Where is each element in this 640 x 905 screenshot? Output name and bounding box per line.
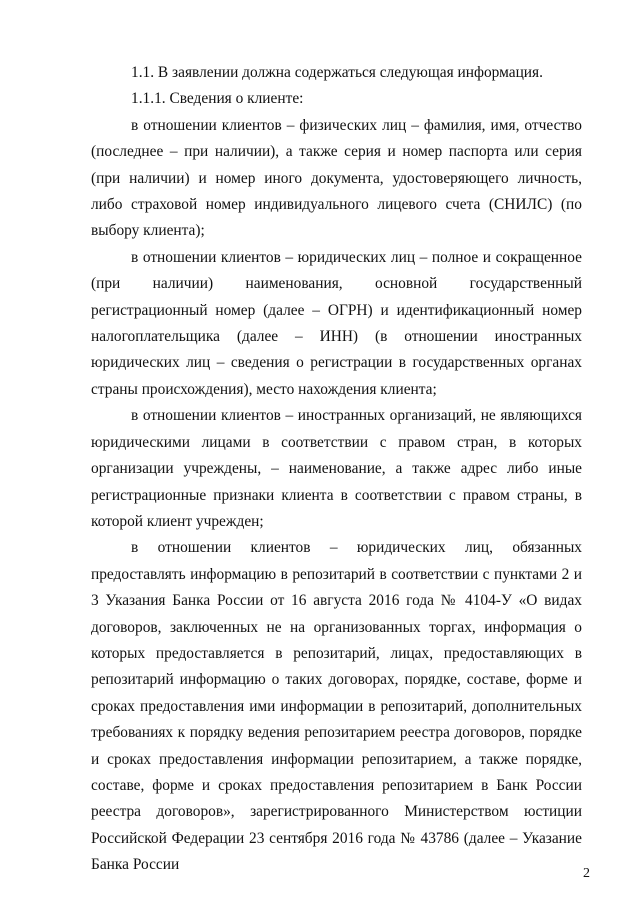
paragraph-foreign-organizations: в отношении клиентов – иностранных организаций, не являющихся юридическими лицами в соответствии с правом стран, в которых организации учреждены, – наименование, а также адрес либо иные регистрационные признаки клиента в соответствии с правом страны, в которой клиент учрежден;	[91, 407, 582, 530]
paragraph-legal-entities: в отношении клиентов – юридических лиц – полное и сокращенное (при наличии) наименования, основной государственный регистрационный номер (далее – ОГРН) и идентификационный номер налогоплательщика (далее – ИНН) (в отношении иностранных юридических лиц – сведения о регистрации в государственных органах страны происхождения), место нахождения клиента;	[91, 248, 582, 398]
paragraph-repository-entities: в отношении клиентов – юридических лиц, обязанных предоставлять информацию в репозитарий в соответствии с пунктами 2 и 3 Указания Банка России от 16 августа 2016 года № 4104-У «О видах договоров, заключенных не на организованных торгах, информация о которых предоставляется в репозитарий, лицах, предоставляющих в репозитарий информацию о таких договорах, порядке, составе, форме и сроках предоставления ими информации в репозитарий, дополнительных требованиях к порядку ведения репозитарием реестра договоров, порядке и сроках предоставления информации репозитарием, а также порядке, составе, форме и сроках предоставления репозитарием в Банк России реестра договоров», зарегистрированного Министерством юстиции Российской Федерации 23 сентября 2016 года № 43786 (далее – Указание Банка России	[91, 539, 582, 874]
paragraph-section-1-1-1: 1.1.1. Сведения о клиенте:	[131, 90, 304, 108]
document-body	[91, 60, 582, 879]
paragraph-individuals: в отношении клиентов – физических лиц – фамилия, имя, отчество (последнее – при наличии), а также серия и номер паспорта или серия (при наличии) и номер иного документа, удостоверяющего личность, либо страховой номер индивидуального лицевого счета (СНИЛС) (по выбору клиента);	[91, 116, 582, 240]
page-number: 2	[583, 866, 590, 881]
paragraph-section-1-1: 1.1. В заявлении должна содержаться следующая информация.	[131, 64, 543, 81]
